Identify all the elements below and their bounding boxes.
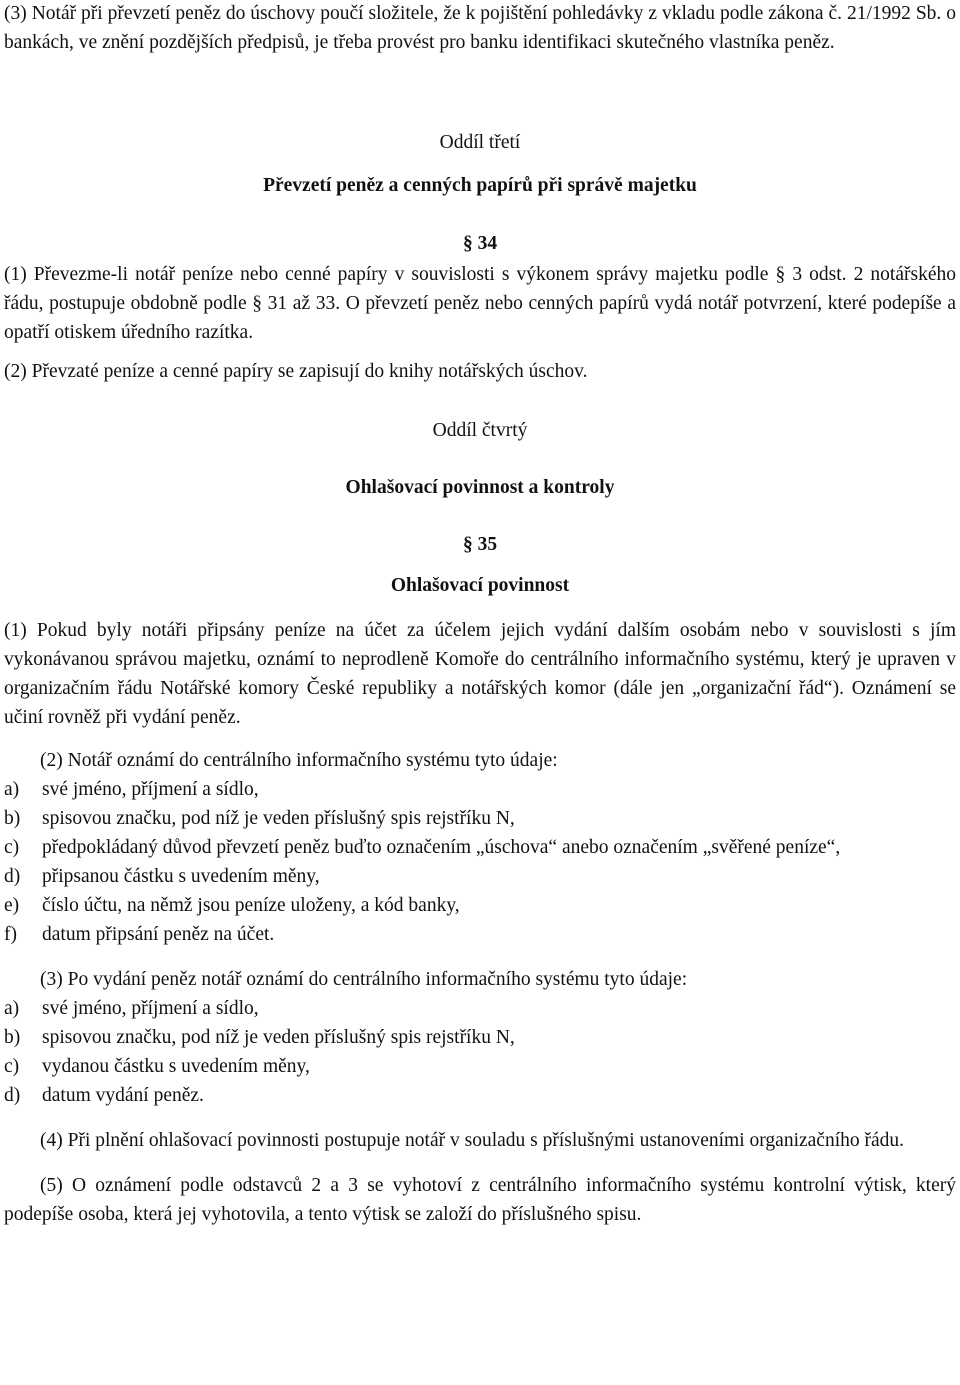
list-item (4, 862, 956, 891)
list-item-label: b) (4, 1027, 21, 1048)
list-item-text: spisovou značku, pod níž je veden příslušný spis rejstříku N, (42, 1027, 515, 1048)
section-heading-third: Oddíl třetí (439, 132, 521, 153)
list-item (4, 775, 956, 804)
paragraph-subtitle-35: Ohlašovací povinnost (390, 575, 570, 596)
paragraph-number-34: § 34 (462, 233, 498, 254)
list-35-3 (4, 994, 956, 1110)
list-35-2 (4, 775, 956, 949)
list-item (4, 891, 956, 920)
list-item-label: a) (4, 998, 20, 1019)
paragraph-35-3-intro: (3) Po vydání peněz notář oznámí do centrálního informačního systému tyto údaje: (40, 969, 688, 990)
list-item-label: d) (4, 1085, 21, 1106)
list-item (4, 804, 956, 833)
paragraph-35-2-intro: (2) Notář oznámí do centrálního informačního systému tyto údaje: (40, 750, 558, 771)
paragraph-35-1: (1) Pokud byly notáři připsány peníze na účet za účelem jejich vydání dalším osobám nebo v souvislosti s jím vykonávanou správou majetku, oznámí to neprodleně Komoře do centrálního informačního systému, který je upraven v organizačním řádu Notářské komory České republiky a notářských komor (dále jen „organizační řád“). Oznámení se učiní rovněž při vydání peněz. (4, 620, 956, 728)
list-item-text: své jméno, příjmení a sídlo, (42, 779, 259, 800)
list-item-text: číslo účtu, na němž jsou peníze uloženy, a kód banky, (42, 895, 460, 916)
list-item-text: předpokládaný důvod převzetí peněz buďto označením „úschova“ anebo označením „svěřené peníze“, (42, 837, 841, 858)
list-item-label: d) (4, 866, 21, 887)
paragraph-35-5: (5) O oznámení podle odstavců 2 a 3 se vyhotoví z centrálního informačního systému kontrolní výtisk, který podepíše osoba, která jej vyhotovila, a tento výtisk se založí do příslušného spisu. (4, 1175, 956, 1225)
list-item-label: a) (4, 779, 20, 800)
list-item-text: datum vydání peněz. (42, 1085, 204, 1106)
list-item-text: své jméno, příjmení a sídlo, (42, 998, 259, 1019)
section-title-third: Převzetí peněz a cenných papírů při správě majetku (263, 175, 697, 196)
paragraph-35-4: (4) Při plnění ohlašovací povinnosti postupuje notář v souladu s příslušnými ustanoveními organizačního řádu. (40, 1130, 905, 1151)
list-item-text: spisovou značku, pod níž je veden příslušný spis rejstříku N, (42, 808, 515, 829)
list-item-label: f) (4, 924, 17, 945)
list-item-text: vydanou částku s uvedením měny, (42, 1056, 310, 1077)
paragraph-34-1: (1) Převezme-li notář peníze nebo cenné papíry v souvislosti s výkonem správy majetku podle § 3 odst. 2 notářského řádu, postupuje obdobně podle § 31 až 33. O převzetí peněz nebo cenných papírů vydá notář potvrzení, které podepíše a opatří otiskem úředního razítka. (4, 264, 956, 343)
list-item-label: e) (4, 895, 20, 916)
list-item-label: b) (4, 808, 21, 829)
list-item (4, 1023, 956, 1052)
list-item (4, 994, 956, 1023)
list-item (4, 833, 956, 862)
section-title-fourth: Ohlašovací povinnost a kontroly (345, 477, 615, 498)
paragraph-33-3: (3) Notář při převzetí peněz do úschovy poučí složitele, že k pojištění pohledávky z vkladu podle zákona č. 21/1992 Sb. o bankách, ve znění pozdějších předpisů, je třeba provést pro banku identifikaci skutečného vlastníka peněz. (4, 3, 956, 53)
list-item (4, 1081, 956, 1110)
list-item-label: c) (4, 837, 20, 858)
list-item-label: c) (4, 1056, 20, 1077)
section-heading-fourth: Oddíl čtvrtý (432, 420, 528, 441)
list-item-text: připsanou částku s uvedením měny, (42, 866, 320, 887)
paragraph-number-35: § 35 (462, 534, 498, 555)
list-item-text: datum připsání peněz na účet. (42, 924, 275, 945)
list-item (4, 1052, 956, 1081)
document-page (4, 0, 956, 1229)
list-item (4, 920, 956, 949)
paragraph-34-2: (2) Převzaté peníze a cenné papíry se zapisují do knihy notářských úschov. (4, 361, 588, 382)
